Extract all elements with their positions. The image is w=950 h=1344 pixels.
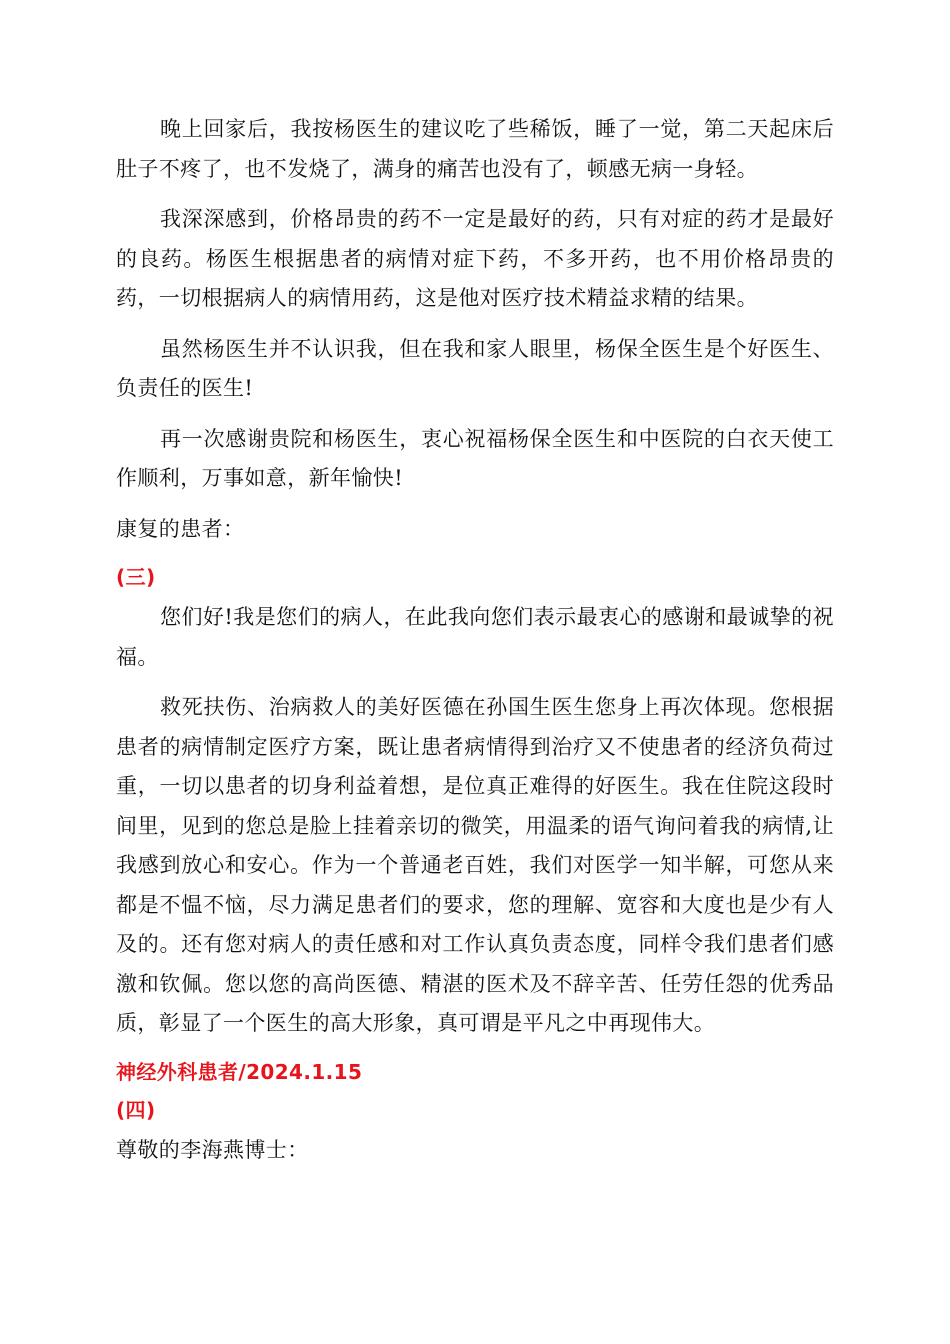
- salutation: 尊敬的李海燕博士：: [116, 1137, 309, 1162]
- signature-line: 神经外科患者/2024.1.15: [116, 1059, 363, 1084]
- body-paragraph: 再一次感谢贵院和杨医生，衷心祝福杨保全医生和中医院的白衣天使工作顺利，万事如意，新年愉快!: [116, 426, 834, 490]
- section-heading-3: (三): [116, 565, 156, 589]
- closing-line: 康复的患者：: [116, 516, 245, 541]
- body-paragraph: 虽然杨医生并不认识我，但在我和家人眼里，杨保全医生是个好医生、负责任的医生!: [116, 336, 834, 400]
- body-paragraph: 救死扶伤、治病救人的美好医德在孙国生医生您身上再次体现。您根据患者的病情制定医疗方案，既让患者病情得到治疗又不使患者的经济负荷过重，一切以患者的切身利益着想，是位真正难得的好医生。我在住院这段时间里，见到的您总是脸上挂着亲切的微笑，用温柔的语气询问着我的病情,让我感到放心和安心。作为一个普通老百姓，我们对医学一知半解，可您从来都是不愠不恼，尽力满足患者们的要求，您的理解、宽容和大度也是少有人及的。还有您对病人的责任感和对工作认真负责态度，同样令我们患者们感激和钦佩。您以您的高尚医德、精湛的医术及不辞辛苦、任劳任怨的优秀品质，彰显了一个医生的高大形象，真可谓是平凡之中再现伟大。: [116, 695, 834, 1035]
- body-paragraph: 我深深感到，价格昂贵的药不一定是最好的药，只有对症的药才是最好的良药。杨医生根据患者的病情对症下药，不多开药，也不用价格昂贵的药，一切根据病人的病情用药，这是他对医疗技术精益求精的结果。: [116, 207, 834, 310]
- document-page: [116, 110, 834, 1170]
- section-heading-4: (四): [116, 1097, 156, 1122]
- body-paragraph: 您们好!我是您们的病人，在此我向您们表示最衷心的感谢和最诚挚的祝福。: [116, 605, 834, 669]
- body-paragraph: 晚上回家后，我按杨医生的建议吃了些稀饭，睡了一觉，第二天起床后肚子不疼了，也不发烧了，满身的痛苦也没有了，顿感无病一身轻。: [116, 117, 834, 181]
